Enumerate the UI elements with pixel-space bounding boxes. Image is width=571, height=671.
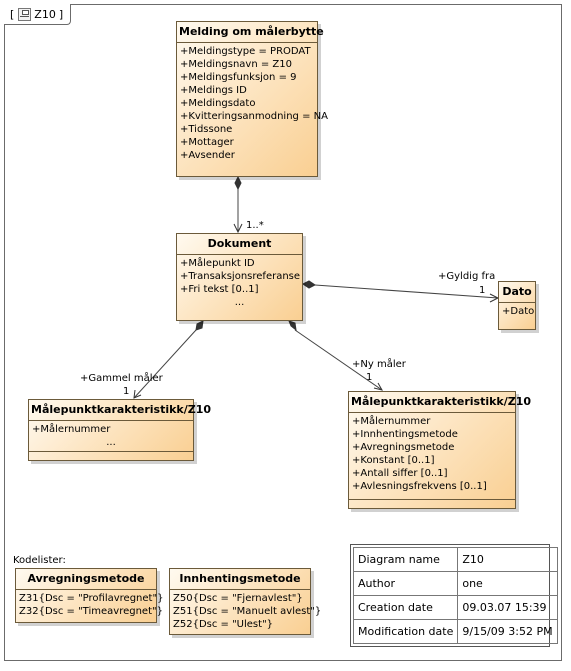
enum-literal: Z50{Dsc = "Fjernavlest"} xyxy=(173,593,303,604)
attribute: +Tidssone xyxy=(180,124,233,135)
attribute: +Målepunkt ID xyxy=(180,258,255,269)
multiplicity-label: 1 xyxy=(366,372,373,383)
attribute: +Målernummer xyxy=(352,416,431,427)
class-name: Målepunktkarakteristikk/Z10 xyxy=(349,392,515,413)
composition-diamond-icon xyxy=(196,321,203,330)
attribute: +Meldingsdato xyxy=(180,98,256,109)
attribute-ellipsis: ... xyxy=(234,297,245,308)
enum-literal: Z51{Dsc = "Manuelt avlest"} xyxy=(173,606,322,617)
role-label: +Ny måler xyxy=(352,359,406,370)
edge-melding-dokument[interactable] xyxy=(234,177,242,232)
diagram-info-table xyxy=(350,544,553,647)
class-malepunktkarakteristikk-ny[interactable] xyxy=(348,391,532,509)
class-malepunktkarakteristikk-gammel[interactable] xyxy=(28,399,212,461)
attribute: +Meldingsnavn = Z10 xyxy=(180,59,292,70)
info-key: Modification date xyxy=(354,620,458,644)
attribute: +Antall siffer [0..1] xyxy=(352,468,448,479)
attribute: +Innhentingsmetode xyxy=(352,429,458,440)
role-label: +Gyldig fra xyxy=(438,271,496,282)
table-row xyxy=(354,596,558,620)
class-name: Melding om målerbytte xyxy=(177,22,317,43)
class-innhentingsmetode[interactable] xyxy=(169,568,322,635)
info-value: Z10 xyxy=(458,548,557,572)
class-name: Målepunktkarakteristikk/Z10 xyxy=(29,400,193,421)
attribute-list xyxy=(16,590,164,620)
attribute: +Fri tekst [0..1] xyxy=(180,284,259,295)
multiplicity-label: 1..* xyxy=(246,220,264,231)
attribute: +Meldingstype = PRODAT xyxy=(180,46,311,57)
class-dokument[interactable] xyxy=(176,233,303,321)
attribute: +Avregningsmetode xyxy=(352,442,455,453)
attribute: +Kvitteringsanmodning = NA xyxy=(180,111,328,122)
attribute-list xyxy=(499,303,535,320)
table-row xyxy=(354,620,558,644)
info-key: Diagram name xyxy=(354,548,458,572)
info-value: one xyxy=(458,572,557,596)
role-label: +Gammel måler xyxy=(80,373,163,384)
attribute: +Avlesningsfrekvens [0..1] xyxy=(352,481,487,492)
attribute: +Konstant [0..1] xyxy=(352,455,435,466)
table-row xyxy=(354,572,558,596)
attribute-ellipsis: ... xyxy=(106,437,116,448)
class-avregningsmetode[interactable] xyxy=(15,568,164,623)
attribute: +Målernummer xyxy=(32,424,111,435)
class-name: Dato xyxy=(499,282,535,303)
enum-literal: Z52{Dsc = "Ulest"} xyxy=(173,619,274,630)
composition-diamond-icon xyxy=(303,281,315,288)
diagram-tab-name: Z10 xyxy=(34,7,56,21)
multiplicity-label: 1 xyxy=(123,386,130,397)
class-dato[interactable] xyxy=(498,281,536,330)
edge-dokument-gammel[interactable] xyxy=(134,321,203,398)
attribute: +Mottager xyxy=(180,137,234,148)
class-melding-om-malerbytte[interactable] xyxy=(176,21,328,177)
attribute: +Meldingsfunksjon = 9 xyxy=(180,72,297,83)
operations-compartment xyxy=(29,451,193,452)
tab-close-bracket: ] xyxy=(58,7,64,21)
attribute: +Avsender xyxy=(180,150,235,161)
kodelister-label: Kodelister: xyxy=(13,555,66,566)
edge-dokument-dato[interactable] xyxy=(303,281,498,302)
class-name: Avregningsmetode xyxy=(16,569,156,590)
info-key: Creation date xyxy=(354,596,458,620)
attribute: +Dato xyxy=(502,306,535,317)
attribute-list xyxy=(177,255,302,311)
class-name: Dokument xyxy=(177,234,302,255)
info-value: 09.03.07 15:39 xyxy=(458,596,557,620)
composition-diamond-icon xyxy=(235,177,241,189)
attribute: +Meldings ID xyxy=(180,85,247,96)
operations-compartment xyxy=(349,499,515,500)
composition-diamond-icon xyxy=(289,321,296,330)
attribute-list xyxy=(170,590,322,633)
attribute-list xyxy=(29,421,193,451)
attribute-list xyxy=(177,43,328,164)
class-name: Innhentingsmetode xyxy=(170,569,310,590)
info-key: Author xyxy=(354,572,458,596)
multiplicity-label: 1 xyxy=(479,285,486,296)
attribute-list xyxy=(349,413,515,499)
enum-literal: Z32{Dsc = "Timeavregnet"} xyxy=(19,606,163,617)
info-value: 9/15/09 3:52 PM xyxy=(458,620,557,644)
enum-literal: Z31{Dsc = "Profilavregnet"} xyxy=(19,593,164,604)
tab-open-bracket: [ xyxy=(10,7,15,21)
table-row xyxy=(354,548,558,572)
attribute: +Transaksjonsreferanse xyxy=(180,271,301,282)
